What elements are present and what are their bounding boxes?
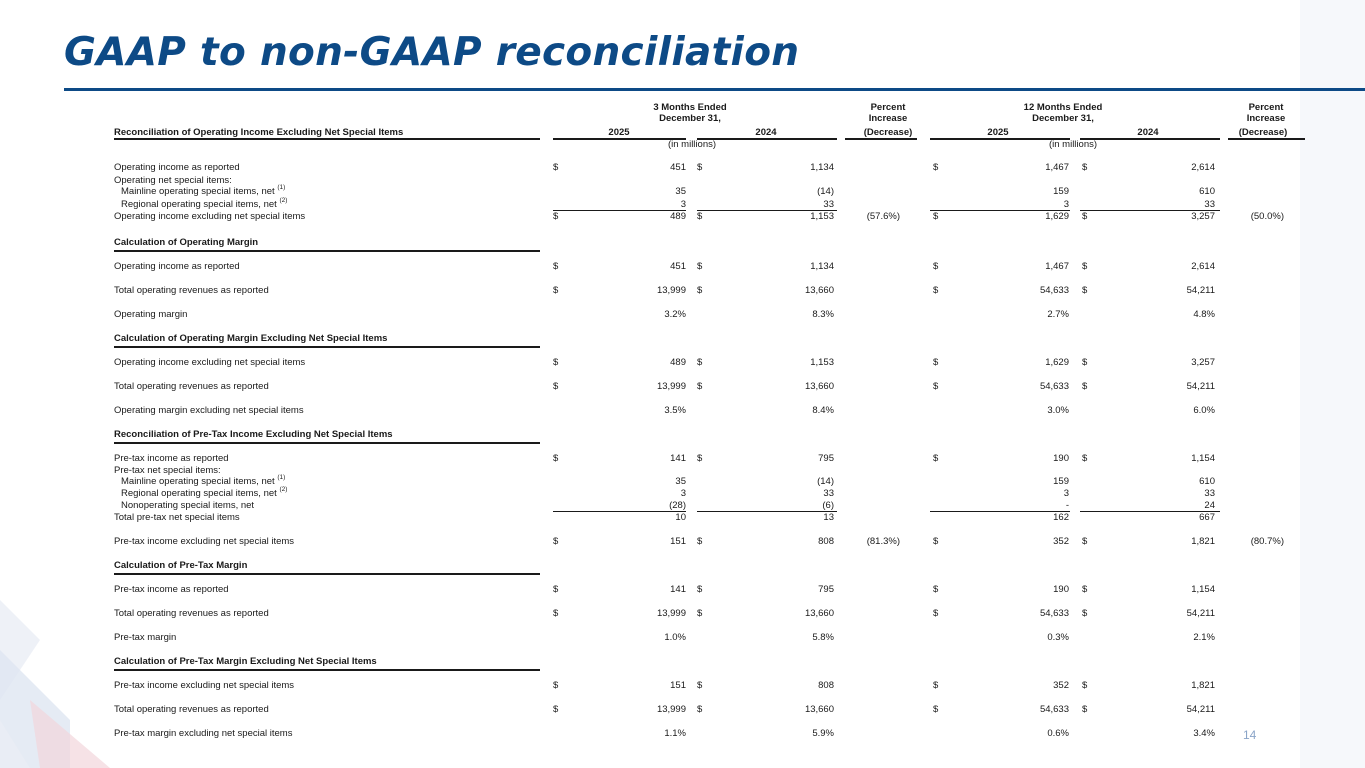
dollar-sign: $ (933, 211, 939, 222)
row-label (114, 405, 304, 416)
dollar-sign: $ (1082, 453, 1088, 464)
dollar-sign: $ (697, 211, 703, 222)
row-label (121, 186, 285, 197)
row-label-text: Reconciliation of Pre-Tax Income Excluding Net Special Items (114, 429, 393, 440)
dollar-sign: $ (553, 584, 559, 595)
section-underline (114, 573, 540, 575)
dollar-sign: $ (1082, 357, 1088, 368)
row-label (121, 199, 287, 210)
value-cell: 13,660 (804, 704, 834, 715)
dollar-sign: $ (697, 453, 703, 464)
value-cell: 3 (1063, 488, 1069, 499)
value-cell: (28) (669, 500, 686, 511)
dollar-sign: $ (553, 704, 559, 715)
value-cell: 2.7% (1047, 309, 1069, 320)
dollar-sign: $ (1082, 536, 1088, 547)
three-months-header-1: 3 Months Ended (653, 102, 727, 113)
row-label-text: Calculation of Pre-Tax Margin (114, 560, 248, 571)
row-label-text: Calculation of Operating Margin Excluding Net Special Items (114, 333, 388, 344)
percent-change-cell: (57.6%) (866, 211, 900, 222)
value-cell: - (1065, 500, 1069, 511)
value-cell: 54,211 (1186, 285, 1215, 296)
value-cell: 0.6% (1047, 728, 1069, 739)
row-label-text: Pre-tax income as reported (114, 584, 229, 595)
section-heading (114, 560, 247, 571)
value-cell: 35 (675, 186, 686, 197)
value-cell: 162 (1053, 512, 1069, 523)
value-cell: 610 (1199, 186, 1215, 197)
value-cell: 3.0% (1047, 405, 1069, 416)
row-label (121, 488, 287, 499)
row-label-text: Operating margin (114, 309, 188, 320)
value-cell: 190 (1053, 453, 1069, 464)
value-cell: 13,999 (656, 285, 686, 296)
col-2025-y: 2025 (987, 127, 1009, 138)
value-cell: 610 (1199, 476, 1215, 487)
header-rule-p2 (1228, 138, 1305, 140)
dollar-sign: $ (553, 381, 559, 392)
three-months-header-2: December 31, (659, 113, 721, 124)
percent-change-cell: (50.0%) (1250, 211, 1284, 222)
row-label-text: Regional operating special items, net (121, 488, 277, 499)
subtotal-rule (553, 210, 686, 211)
row-label-text: Total pre-tax net special items (114, 512, 240, 523)
value-cell: 1,154 (1191, 584, 1215, 595)
row-label (114, 680, 294, 691)
row-label-text: Regional operating special items, net (121, 199, 277, 210)
value-cell: 10 (675, 512, 686, 523)
row-label (114, 632, 176, 643)
row-label (114, 608, 269, 619)
value-cell: 33 (823, 488, 834, 499)
header-rule-label (114, 138, 540, 140)
row-label (114, 465, 221, 476)
pct-header-2c: (Decrease) (1238, 127, 1288, 138)
row-label-text: Operating income excluding net special items (114, 211, 306, 222)
row-label-text: Mainline operating special items, net (121, 476, 275, 487)
row-label (114, 704, 269, 715)
row-label-text: Operating income as reported (114, 162, 240, 173)
value-cell: 54,211 (1186, 381, 1215, 392)
row-label (114, 512, 240, 523)
value-cell: 795 (818, 584, 834, 595)
pct-header-1c: (Decrease) (863, 127, 913, 138)
value-cell: 3,257 (1191, 357, 1215, 368)
row-label-text: Pre-tax income as reported (114, 453, 229, 464)
value-cell: 1,153 (810, 357, 834, 368)
value-cell: 667 (1199, 512, 1215, 523)
dollar-sign: $ (553, 357, 559, 368)
value-cell: 489 (670, 211, 686, 222)
value-cell: 5.9% (812, 728, 834, 739)
value-cell: 451 (670, 162, 686, 173)
subtotal-rule (930, 511, 1070, 512)
value-cell: 24 (1204, 500, 1215, 511)
row-label-text: Operating income as reported (114, 261, 240, 272)
value-cell: 35 (675, 476, 686, 487)
col-2024-y: 2024 (1137, 127, 1159, 138)
in-millions-q: (in millions) (667, 139, 717, 150)
value-cell: 3 (1063, 199, 1069, 210)
value-cell: 141 (670, 453, 686, 464)
row-label-text: Pre-tax margin excluding net special items (114, 728, 293, 739)
dollar-sign: $ (933, 285, 939, 296)
header-rule-c2 (697, 138, 837, 140)
value-cell: (6) (822, 500, 834, 511)
value-cell: 1,134 (810, 261, 834, 272)
value-cell: 13 (823, 512, 834, 523)
dollar-sign: $ (1082, 211, 1088, 222)
section-underline (114, 442, 540, 444)
dollar-sign: $ (933, 357, 939, 368)
value-cell: 33 (1204, 488, 1215, 499)
value-cell: 13,660 (804, 285, 834, 296)
value-cell: 352 (1053, 680, 1069, 691)
value-cell: 1,467 (1045, 261, 1069, 272)
value-cell: 3.2% (664, 309, 686, 320)
section-heading (114, 333, 387, 344)
dollar-sign: $ (697, 584, 703, 595)
footnote-marker: (2) (279, 197, 288, 204)
row-label-text: Operating income excluding net special items (114, 357, 306, 368)
value-cell: 54,633 (1039, 608, 1069, 619)
row-label (114, 261, 240, 272)
dollar-sign: $ (553, 680, 559, 691)
dollar-sign: $ (933, 680, 939, 691)
section-underline (114, 669, 540, 671)
value-cell: 13,999 (656, 608, 686, 619)
section-underline (114, 250, 540, 252)
dollar-sign: $ (933, 162, 939, 173)
value-cell: 151 (670, 680, 686, 691)
row-label-text: Operating margin excluding net special items (114, 405, 304, 416)
dollar-sign: $ (553, 261, 559, 272)
row-label (114, 584, 229, 595)
dollar-sign: $ (553, 211, 559, 222)
value-cell: 1,821 (1191, 680, 1215, 691)
value-cell: 54,211 (1186, 608, 1215, 619)
row-label-text: Total operating revenues as reported (114, 381, 269, 392)
table-title: Reconciliation of Operating Income Excluding Net Special Items (114, 127, 404, 138)
value-cell: 1,821 (1191, 536, 1215, 547)
value-cell: 352 (1053, 536, 1069, 547)
footnote-marker: (1) (277, 474, 286, 481)
row-label-text: Mainline operating special items, net (121, 186, 275, 197)
dollar-sign: $ (1082, 381, 1088, 392)
row-label (114, 211, 305, 222)
value-cell: 808 (818, 536, 834, 547)
dollar-sign: $ (933, 536, 939, 547)
dollar-sign: $ (697, 608, 703, 619)
header-rule-c4 (1080, 138, 1220, 140)
row-label (114, 536, 294, 547)
value-cell: 3 (680, 488, 686, 499)
value-cell: 1,154 (1191, 453, 1215, 464)
dollar-sign: $ (697, 357, 703, 368)
value-cell: 3.4% (1193, 728, 1215, 739)
percent-change-cell: (81.3%) (866, 536, 900, 547)
dollar-sign: $ (697, 704, 703, 715)
value-cell: 808 (818, 680, 834, 691)
section-underline (114, 346, 540, 348)
value-cell: 159 (1053, 186, 1069, 197)
row-label-text: Pre-tax margin (114, 632, 177, 643)
value-cell: 33 (823, 199, 834, 210)
value-cell: (14) (817, 476, 834, 487)
row-label-text: Total operating revenues as reported (114, 704, 269, 715)
value-cell: 8.3% (812, 309, 834, 320)
value-cell: 54,633 (1039, 285, 1069, 296)
dollar-sign: $ (1082, 680, 1088, 691)
in-millions-y: (in millions) (1048, 139, 1098, 150)
pct-header-2b: Increase (1246, 113, 1286, 124)
dollar-sign: $ (697, 162, 703, 173)
value-cell: 1,629 (1045, 211, 1069, 222)
value-cell: 1,629 (1045, 357, 1069, 368)
dollar-sign: $ (697, 536, 703, 547)
value-cell: 190 (1053, 584, 1069, 595)
value-cell: 13,660 (804, 608, 834, 619)
dollar-sign: $ (1082, 584, 1088, 595)
value-cell: 54,633 (1039, 381, 1069, 392)
row-label (114, 728, 292, 739)
value-cell: 2,614 (1191, 162, 1215, 173)
value-cell: 151 (670, 536, 686, 547)
row-label-text: Nonoperating special items, net (121, 500, 255, 511)
value-cell: 8.4% (812, 405, 834, 416)
dollar-sign: $ (553, 608, 559, 619)
value-cell: 0.3% (1047, 632, 1069, 643)
page-title: GAAP to non-GAAP reconciliation (64, 30, 800, 75)
value-cell: 3 (680, 199, 686, 210)
percent-change-cell: (80.7%) (1250, 536, 1284, 547)
dollar-sign: $ (697, 680, 703, 691)
dollar-sign: $ (697, 261, 703, 272)
value-cell: 54,633 (1039, 704, 1069, 715)
value-cell: 1.1% (664, 728, 686, 739)
dollar-sign: $ (933, 381, 939, 392)
pct-header-1a: Percent (870, 102, 906, 113)
dollar-sign: $ (553, 285, 559, 296)
header-rule-p1 (845, 138, 917, 140)
dollar-sign: $ (1082, 608, 1088, 619)
page-number: 14 (1243, 728, 1257, 742)
pct-header-1b: Increase (868, 113, 908, 124)
subtotal-rule (553, 511, 686, 512)
section-heading (114, 429, 393, 440)
dollar-sign: $ (697, 381, 703, 392)
value-cell: 2,614 (1191, 261, 1215, 272)
row-label-text: Pre-tax income excluding net special items (114, 536, 295, 547)
dollar-sign: $ (933, 584, 939, 595)
value-cell: 4.8% (1193, 309, 1215, 320)
row-label (114, 162, 240, 173)
value-cell: 1,467 (1045, 162, 1069, 173)
value-cell: 1,153 (810, 211, 834, 222)
row-label-text: Total operating revenues as reported (114, 285, 269, 296)
pct-header-2a: Percent (1248, 102, 1284, 113)
row-label (114, 453, 229, 464)
dollar-sign: $ (697, 285, 703, 296)
twelve-months-header-2: December 31, (1032, 113, 1094, 124)
dollar-sign: $ (933, 453, 939, 464)
value-cell: 795 (818, 453, 834, 464)
col-2025-q: 2025 (608, 127, 630, 138)
value-cell: 451 (670, 261, 686, 272)
dollar-sign: $ (933, 261, 939, 272)
dollar-sign: $ (1082, 261, 1088, 272)
value-cell: 159 (1053, 476, 1069, 487)
row-label-text: Total operating revenues as reported (114, 608, 269, 619)
row-label-text: Pre-tax net special items: (114, 465, 221, 476)
value-cell: 13,999 (656, 704, 686, 715)
row-label (114, 381, 269, 392)
subtotal-rule (697, 511, 837, 512)
dollar-sign: $ (553, 162, 559, 173)
footnote-marker: (1) (277, 184, 286, 191)
value-cell: 13,999 (656, 381, 686, 392)
dollar-sign: $ (553, 453, 559, 464)
value-cell: 141 (670, 584, 686, 595)
row-label-text: Calculation of Pre-Tax Margin Excluding Net Special Items (114, 656, 377, 667)
value-cell: 6.0% (1193, 405, 1215, 416)
value-cell: 5.8% (812, 632, 834, 643)
section-heading (114, 237, 258, 248)
row-label (121, 500, 254, 511)
value-cell: 3.5% (664, 405, 686, 416)
dollar-sign: $ (1082, 704, 1088, 715)
section-heading (114, 656, 377, 667)
row-label-text: Pre-tax income excluding net special items (114, 680, 295, 691)
row-label (114, 175, 232, 186)
value-cell: 33 (1204, 199, 1215, 210)
twelve-months-header-1: 12 Months Ended (1023, 102, 1103, 113)
value-cell: 2.1% (1193, 632, 1215, 643)
footnote-marker: (2) (279, 486, 288, 493)
value-cell: (14) (817, 186, 834, 197)
dollar-sign: $ (933, 704, 939, 715)
value-cell: 3,257 (1191, 211, 1215, 222)
value-cell: 1,134 (810, 162, 834, 173)
value-cell: 1.0% (664, 632, 686, 643)
header-rule-c1 (553, 138, 686, 140)
row-label (114, 309, 187, 320)
row-label (121, 476, 285, 487)
col-2024-q: 2024 (755, 127, 777, 138)
dollar-sign: $ (933, 608, 939, 619)
dollar-sign: $ (553, 536, 559, 547)
row-label-text: Calculation of Operating Margin (114, 237, 259, 248)
value-cell: 13,660 (804, 381, 834, 392)
dollar-sign: $ (1082, 285, 1088, 296)
row-label (114, 357, 305, 368)
value-cell: 54,211 (1186, 704, 1215, 715)
value-cell: 489 (670, 357, 686, 368)
row-label (114, 285, 269, 296)
row-label-text: Operating net special items: (114, 175, 232, 186)
dollar-sign: $ (1082, 162, 1088, 173)
